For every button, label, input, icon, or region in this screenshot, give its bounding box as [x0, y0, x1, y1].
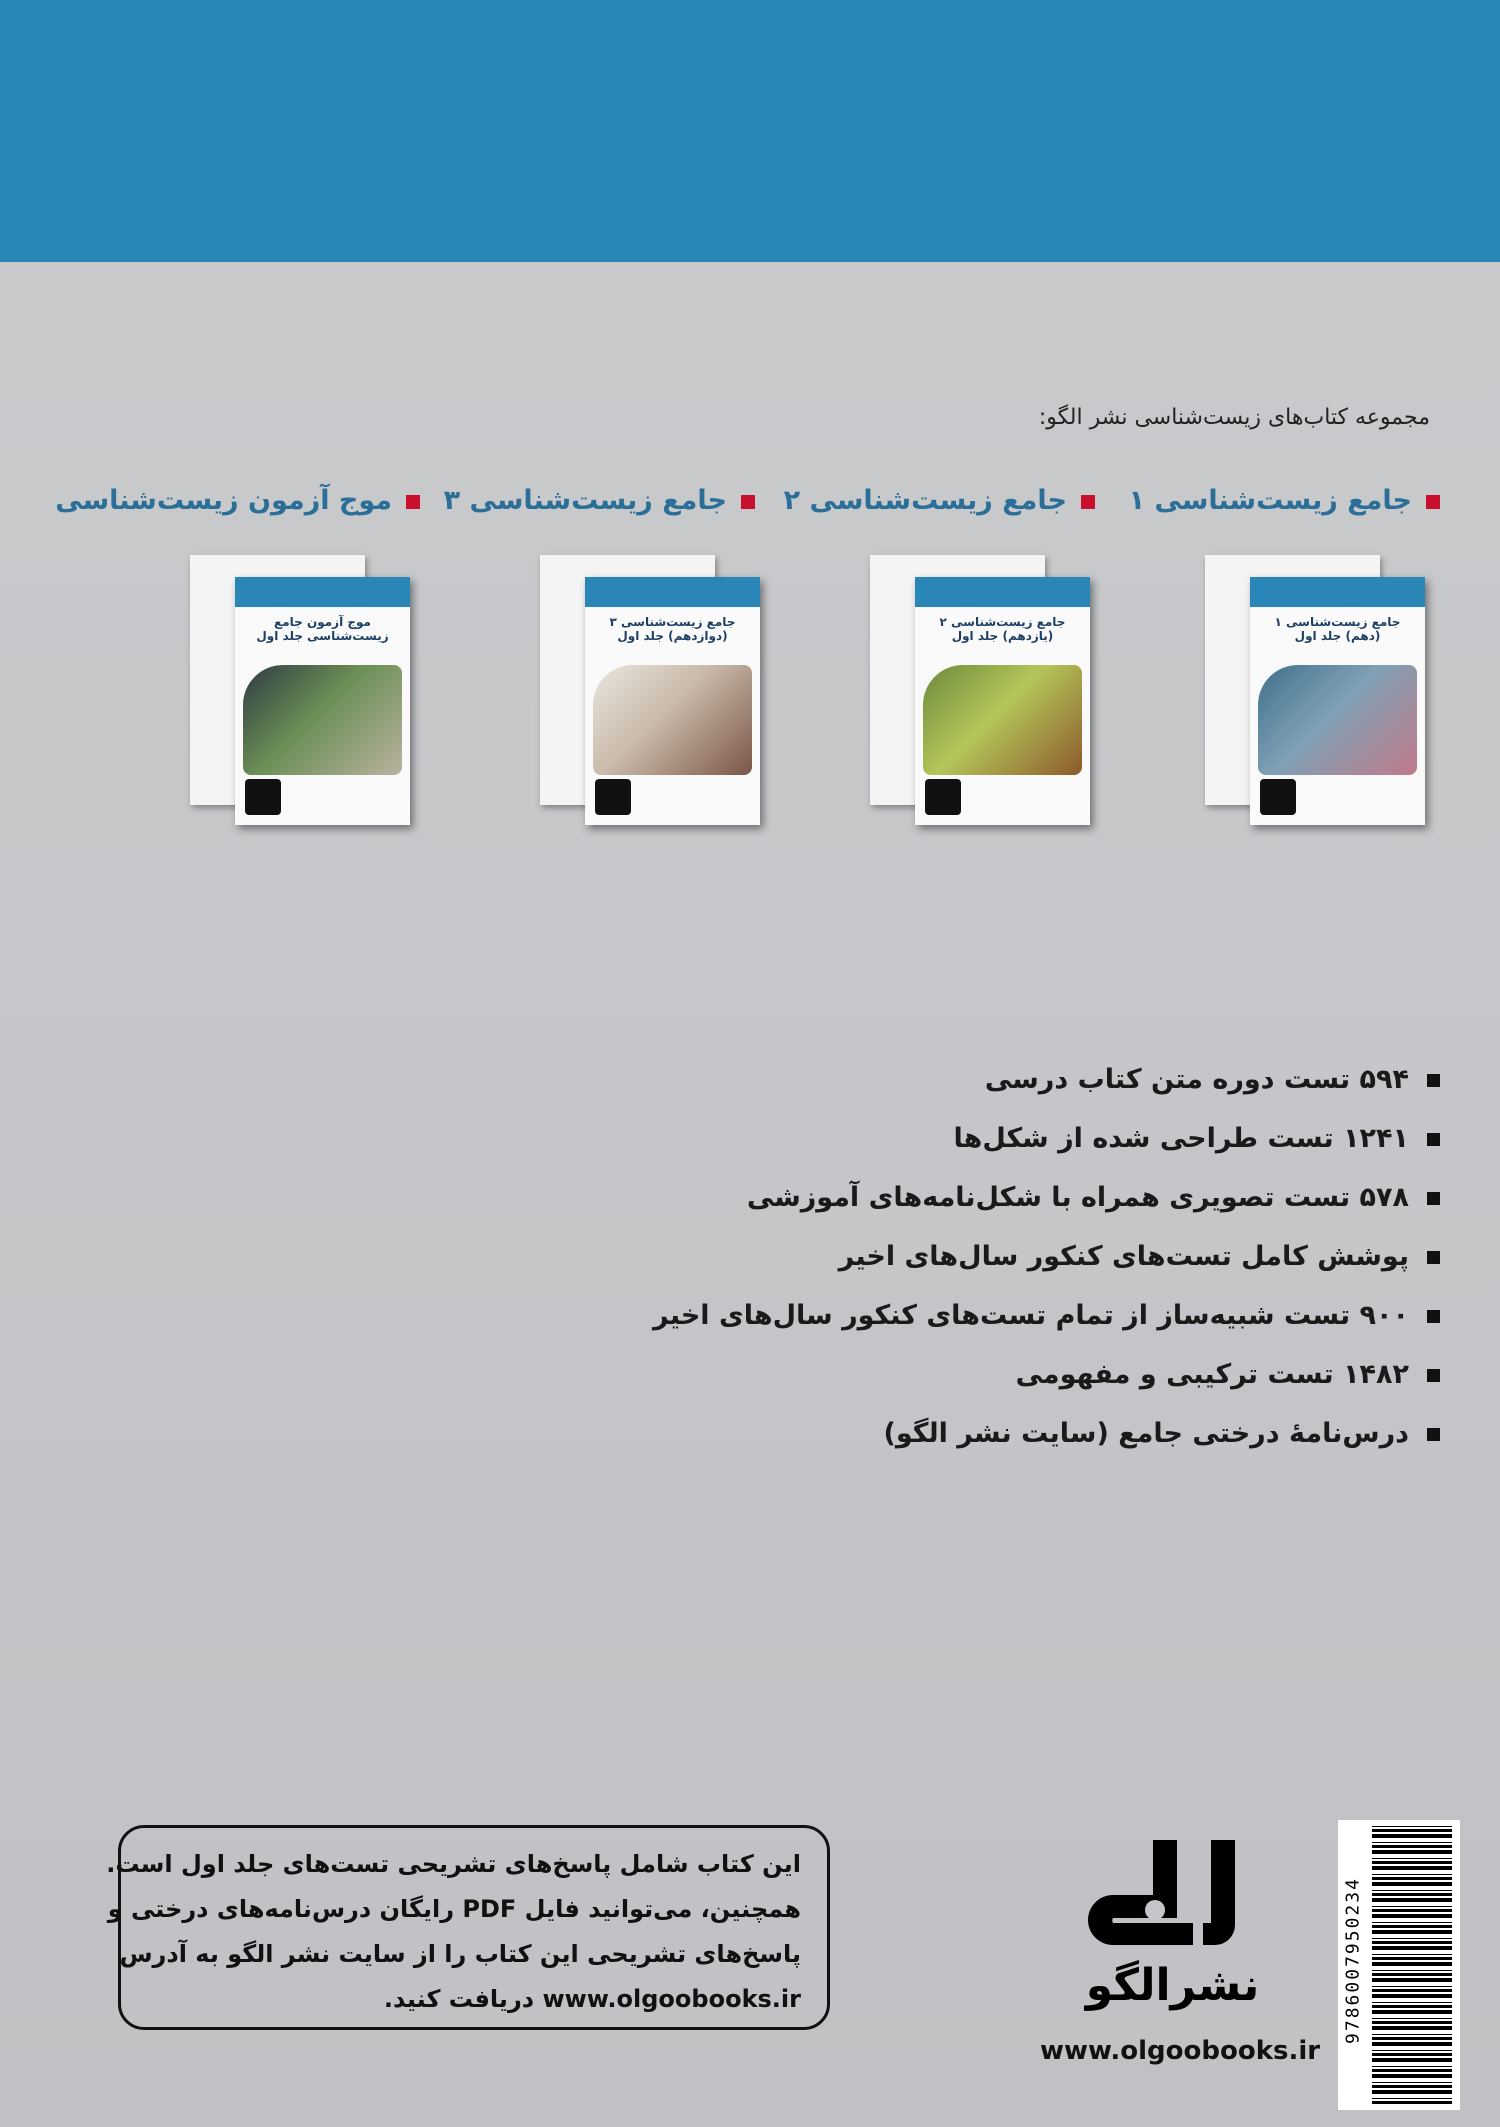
list-item — [440, 1119, 1440, 1178]
publisher-name: نشرالگو — [1085, 1960, 1260, 2011]
barcode-bars — [1372, 1826, 1452, 2104]
top-color-band — [0, 0, 1500, 262]
book-cover-4 — [190, 555, 420, 825]
bullet-square-icon — [1427, 1310, 1440, 1323]
red-square-icon — [406, 495, 420, 509]
publisher-logo-icon — [1260, 779, 1296, 815]
feature-text: درس‌نامهٔ درختی جامع (سایت نشر الگو) — [883, 1418, 1409, 1449]
cover-photo — [923, 665, 1082, 775]
publisher-logo-icon — [925, 779, 961, 815]
info-line: این کتاب شامل پاسخ‌های تشریحی تست‌های جلد اول است. — [106, 1850, 801, 1878]
red-square-icon — [1081, 495, 1095, 509]
book-cover-3 — [540, 555, 770, 825]
cover-title: موج آزمون جامع زیست‌شناسی جلد اول — [256, 615, 389, 643]
feature-text: ۹۰۰ تست شبیه‌ساز از تمام تست‌های کنکور سال‌های اخیر — [653, 1300, 1409, 1331]
book-cover-2 — [870, 555, 1100, 825]
cover-photo — [593, 665, 752, 775]
feature-text: ۵۹۴ تست دوره متن کتاب درسی — [984, 1064, 1409, 1095]
list-item — [440, 1296, 1440, 1355]
feature-list — [440, 1060, 1440, 1473]
cover-title: جامع زیست‌شناسی ۳ (دوازدهم) جلد اول — [609, 615, 736, 643]
publisher-logo-icon — [245, 779, 281, 815]
bullet-square-icon — [1427, 1251, 1440, 1264]
publisher-logo-icon — [595, 779, 631, 815]
barcode-digits: 9786007950234 — [1342, 1877, 1364, 2044]
book-title-label: جامع زیست‌شناسی ۱ — [1128, 485, 1412, 516]
book-front-volume — [585, 577, 760, 825]
feature-text: ۱۴۸۲ تست ترکیبی و مفهومی — [1015, 1359, 1409, 1390]
bullet-square-icon — [1427, 1192, 1440, 1205]
book-cover-1 — [1205, 555, 1435, 825]
series-heading: مجموعه کتاب‌های زیست‌شناسی نشر الگو: — [1038, 405, 1430, 430]
feature-text: ۵۷۸ تست تصویری همراه با شکل‌نامه‌های آموزشی — [746, 1182, 1409, 1213]
bullet-square-icon — [1427, 1074, 1440, 1087]
bullet-square-icon — [1427, 1428, 1440, 1441]
book-front-volume — [235, 577, 410, 825]
list-item — [440, 1237, 1440, 1296]
list-item — [440, 1060, 1440, 1119]
book-front-volume — [1250, 577, 1425, 825]
pdf-info-box — [106, 1825, 830, 2030]
publisher-url: www.olgoobooks.ir — [1040, 2036, 1321, 2066]
book-title-label: جامع زیست‌شناسی ۲ — [783, 485, 1067, 516]
book-title-label: موج آزمون زیست‌شناسی — [55, 485, 392, 516]
info-line: همچنین، می‌توانید فایل PDF رایگان درس‌نامه‌های درختی و — [107, 1895, 801, 1923]
red-square-icon — [1426, 495, 1440, 509]
cover-photo — [243, 665, 402, 775]
bullet-square-icon — [1427, 1133, 1440, 1146]
list-item — [440, 1355, 1440, 1414]
book-title-label: جامع زیست‌شناسی ۳ — [443, 485, 727, 516]
feature-text: ۱۲۴۱ تست طراحی شده از شکل‌ها — [953, 1123, 1409, 1154]
book-title-4 — [55, 485, 420, 516]
list-item — [440, 1178, 1440, 1237]
book-series-titles — [40, 485, 1440, 525]
info-line: www.olgoobooks.ir دریافت کنید. — [383, 1985, 801, 2013]
info-line: پاسخ‌های تشریحی این کتاب را از سایت نشر الگو به آدرس — [119, 1940, 801, 1968]
isbn-barcode — [1338, 1820, 1460, 2110]
book-title-2 — [755, 485, 1095, 516]
red-square-icon — [741, 495, 755, 509]
feature-text: پوشش کامل تست‌های کنکور سال‌های اخیر — [838, 1241, 1409, 1272]
book-front-volume — [915, 577, 1090, 825]
cover-photo — [1258, 665, 1417, 775]
book-title-1 — [1100, 485, 1440, 516]
publisher-logo-icon — [1085, 1835, 1255, 1950]
list-item — [440, 1414, 1440, 1473]
bullet-square-icon — [1427, 1369, 1440, 1382]
cover-title: جامع زیست‌شناسی ۲ (یازدهم) جلد اول — [939, 615, 1066, 643]
book-title-3 — [415, 485, 755, 516]
cover-title: جامع زیست‌شناسی ۱ (دهم) جلد اول — [1274, 615, 1401, 643]
